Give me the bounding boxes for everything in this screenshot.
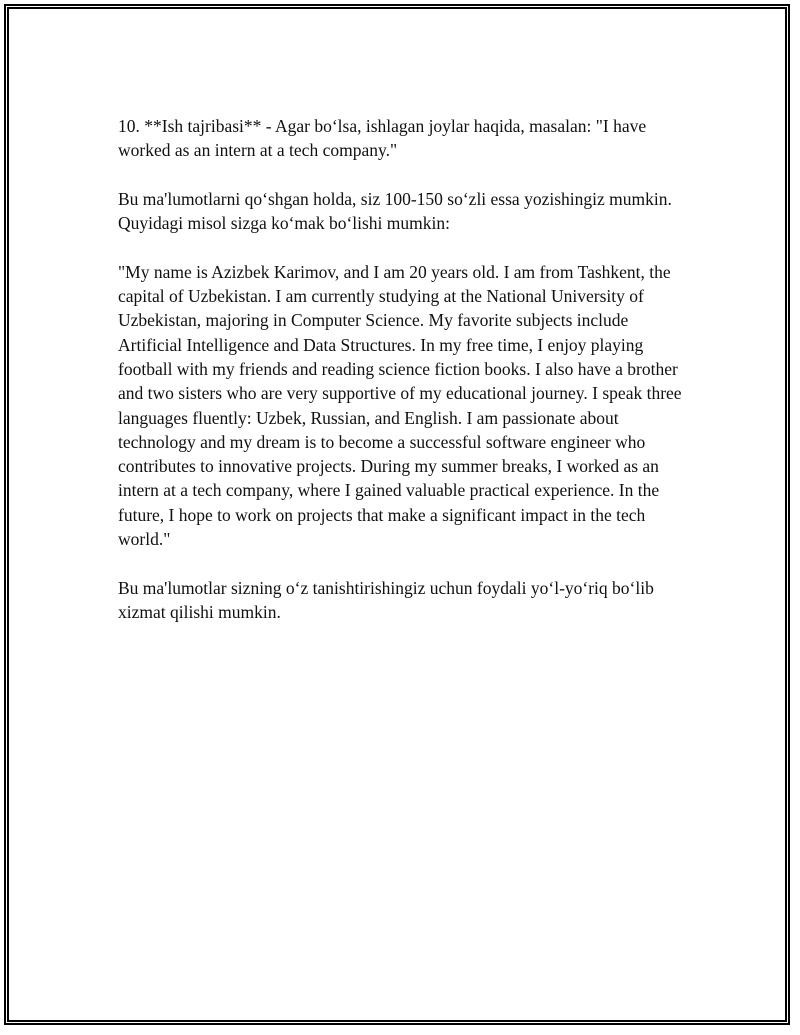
paragraph-work-experience: 10. **Ish tajribasi** - Agar bo‘lsa, ishlagan joylar haqida, masalan: "I have worked as an intern at a tech company." xyxy=(118,116,647,161)
document-body xyxy=(118,114,684,649)
paragraph-example-essay: "My name is Azizbek Karimov, and I am 20 years old. I am from Tashkent, the capital of Uzbekistan. I am currently studying at the National University of Uzbekistan, majoring in Computer Science. My favorite subjects include Artificial Intelligence and Data Structures. In my free time, I enjoy playing football with my friends and reading science fiction books. I also have a brother and two sisters who are very supportive of my educational journey. I speak three languages fluently: Uzbek, Russian, and English. I am passionate about technology and my dream is to become a successful software engineer who contributes to innovative projects. During my summer breaks, I worked as an intern at a tech company, where I gained valuable practical experience. In the future, I hope to work on projects that make a significant impact in the tech world." xyxy=(118,261,682,550)
paragraph-closing: Bu ma'lumotlar sizning o‘z tanishtirishingiz uchun foydali yo‘l-yo‘riq bo‘lib xizmat qilishi mumkin. xyxy=(118,577,654,622)
paragraph-essay-intro: Bu ma'lumotlarni qo‘shgan holda, siz 100-150 so‘zli essa yozishingiz mumkin. Quyidagi misol sizga ko‘mak bo‘lishi mumkin: xyxy=(118,188,672,234)
